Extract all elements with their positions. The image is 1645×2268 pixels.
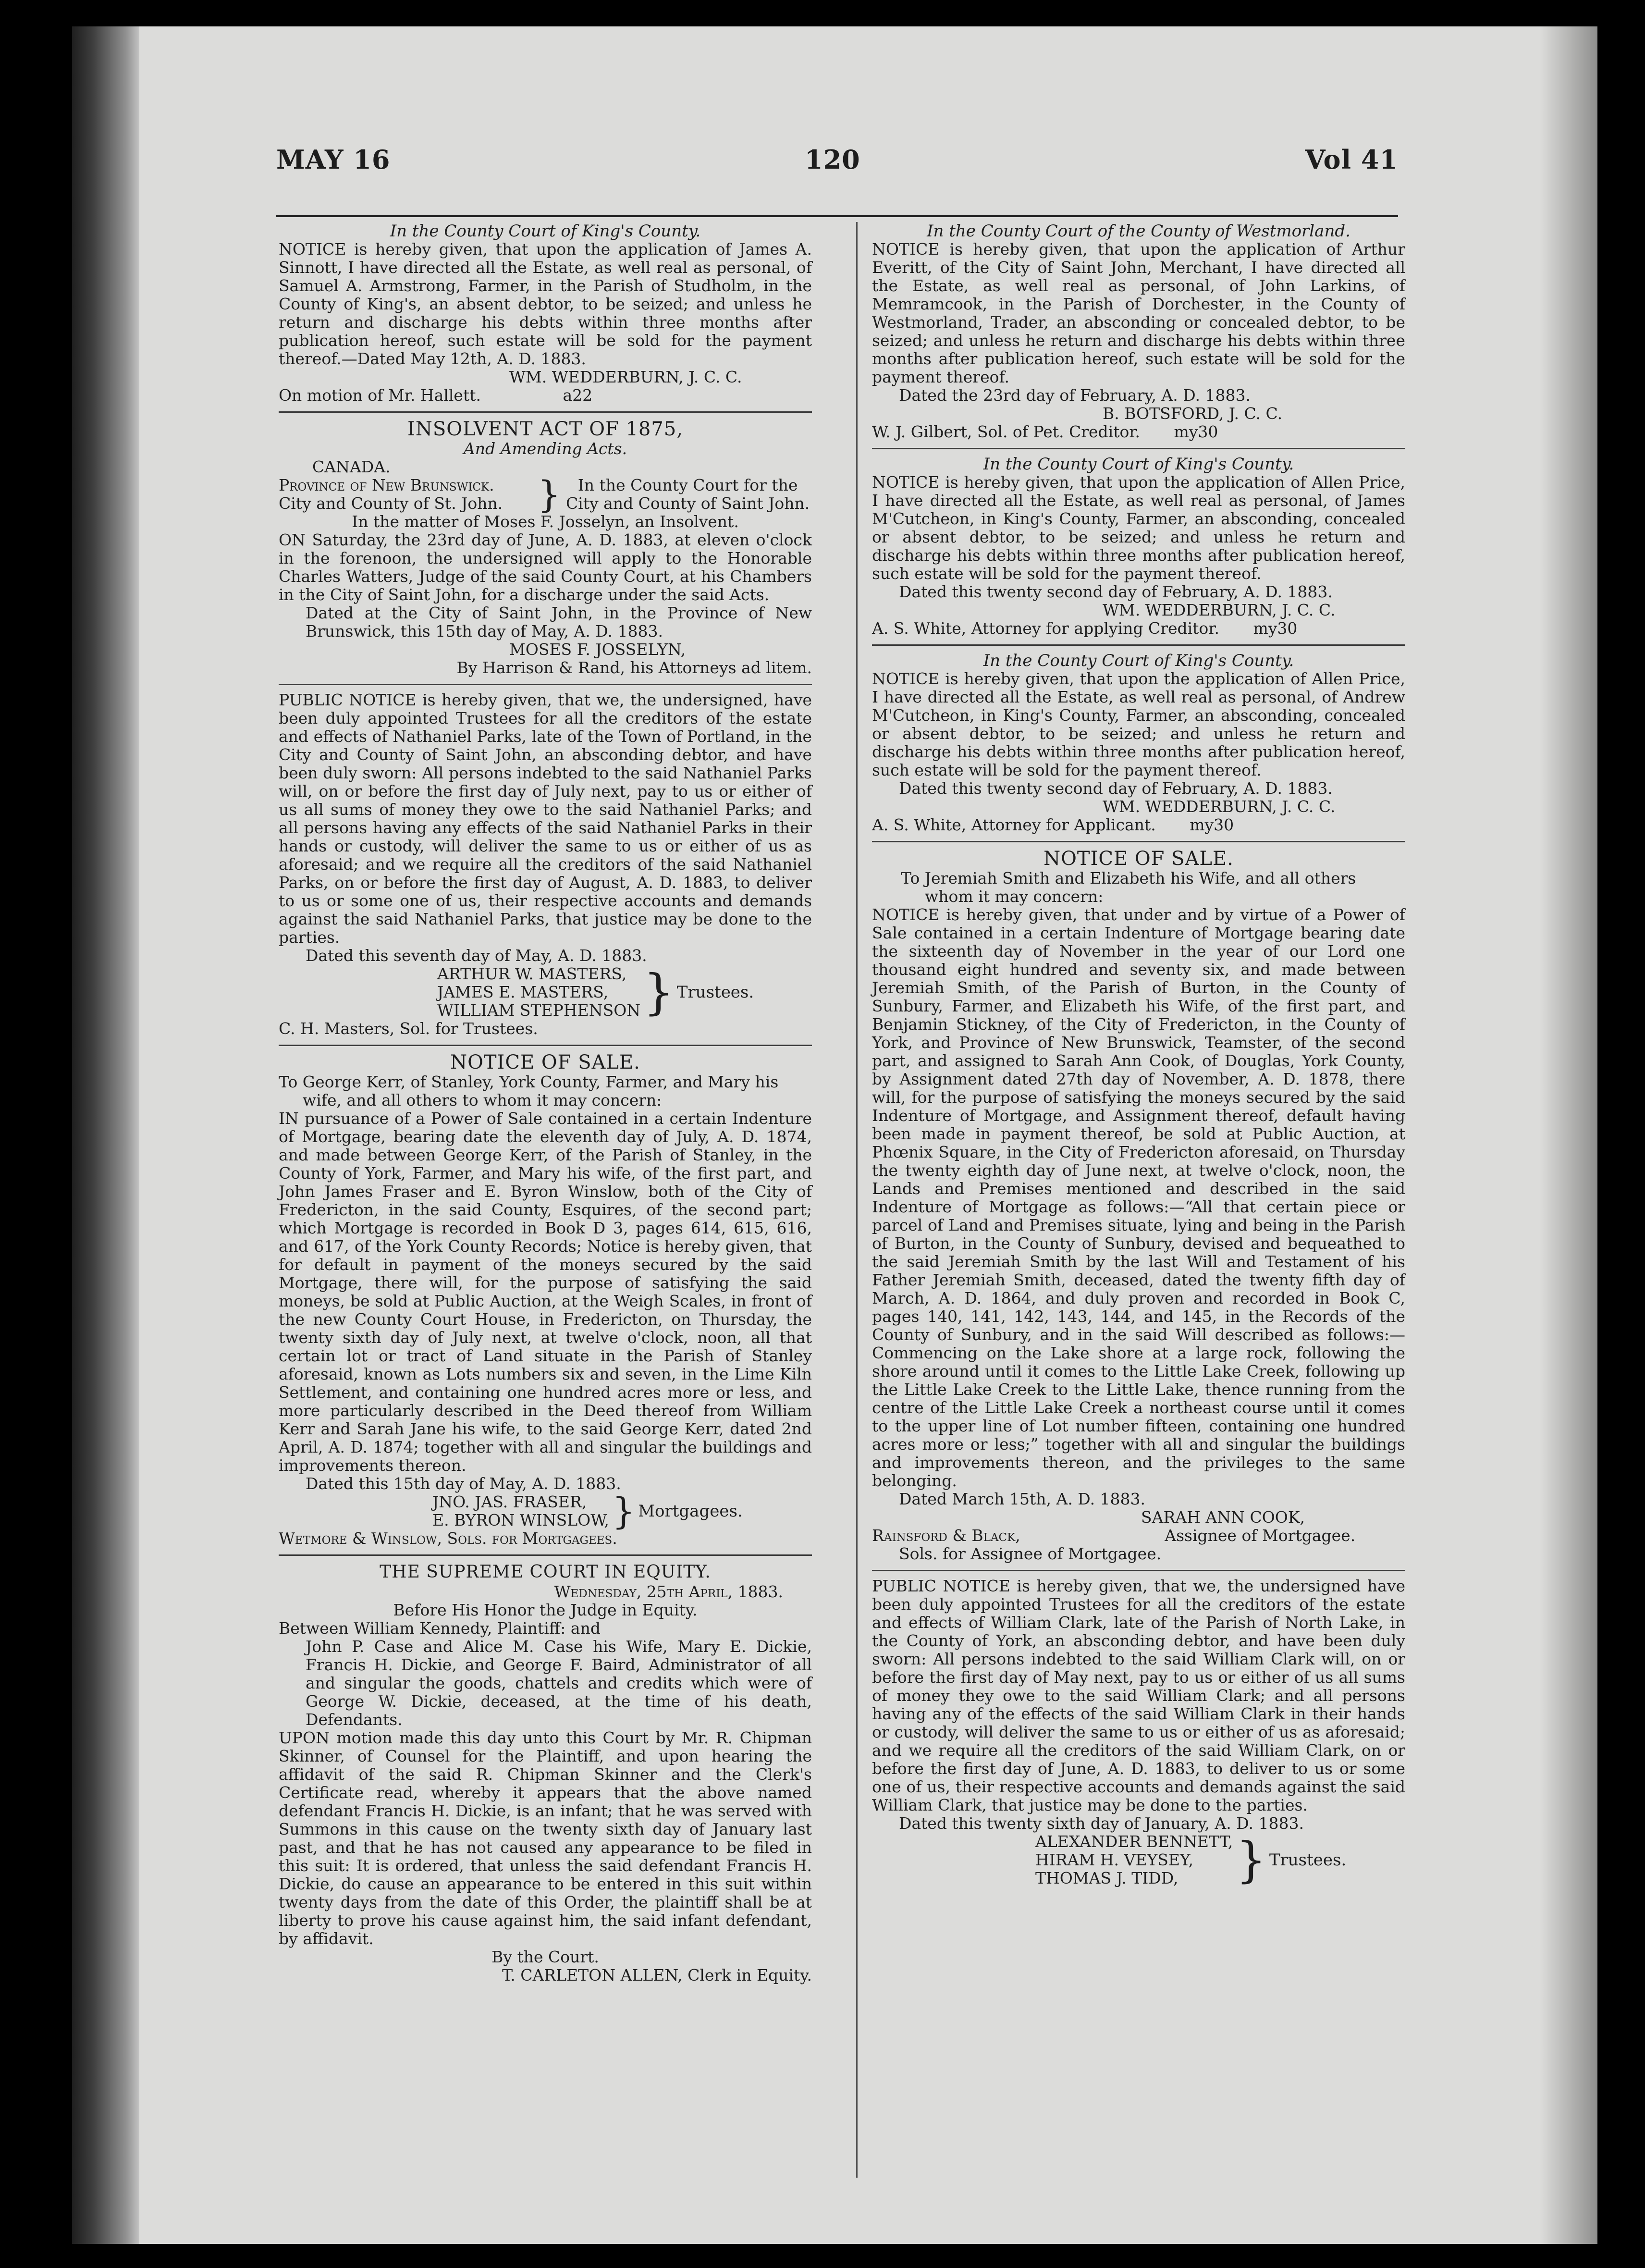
section-rule xyxy=(872,644,1405,646)
trustee-names xyxy=(1035,1833,1233,1887)
ad-code: a22 xyxy=(563,386,593,405)
notice-body: NOTICE is hereby given, that upon the application of Allen Price, I have directed all the Estate, as well real as personal, of James M'Cutcheon, in King's County, Farmer, an absconding, concealed or absent debtor, to be seized; and unless he return and discharge his debts within three months after publication hereof, such estate will be sold for the payment thereof. xyxy=(872,473,1405,583)
notice-kings-county-james xyxy=(872,455,1405,638)
right-column xyxy=(872,222,1405,1894)
trustees-notice-clark xyxy=(872,1577,1405,1887)
section-rule xyxy=(279,411,812,413)
addressees: To Jeremiah Smith and Elizabeth his Wife, and all others whom it may concern: xyxy=(901,869,1356,906)
notice-body: NOTICE is hereby given, that upon the application of James A. Sinnott, I have directed all the Estate, as well real as personal, of Samuel A. Armstrong, Farmer, in the Parish of Studholm, in the County of King's, an absent debtor, to be seized; and unless he return and discharge his debts within three months after publication hereof, such estate will be sold for the payment thereof.—Dated May 12th, A. D. 1883. xyxy=(279,240,812,368)
section-rule xyxy=(872,1570,1405,1571)
motion-text: On motion of Mr. Hallett. xyxy=(279,386,481,405)
dated-line: Dated this 15th day of May, A. D. 1883. xyxy=(306,1474,621,1493)
solicitor-line: Wetmore & Winslow, Sols. for Mortgagees. xyxy=(279,1529,617,1548)
notice-body: NOTICE is hereby given, that upon the application of Arthur Everitt, of the City of Saint John, Merchant, I have directed all the Estate, as well real as personal, of John Larkins, of Memramcook, in the Parish of Dorchester, in the County of Westmorland, Trader, an absconding or concealed debtor, to be seized; and unless he return and discharge his debts within three months after publication hereof, such estate will be sold for the payment thereof. xyxy=(872,240,1405,386)
mortgagee-name: JNO. JAS. FRASER, xyxy=(432,1492,587,1511)
attorney-text: A. S. White, Attorney for Applicant. xyxy=(872,815,1156,834)
trustees-label: Trustees. xyxy=(676,983,754,1002)
addressees: To George Kerr, of Stanley, York County, Farmer, and Mary his wife, and all others to whom it may concern: xyxy=(279,1072,779,1109)
section-heading: INSOLVENT ACT OF 1875, xyxy=(407,418,683,440)
province-city: City and County of St. John. xyxy=(279,494,503,513)
court-title: In the County Court of King's County. xyxy=(983,651,1294,670)
header-rule xyxy=(276,215,1398,217)
brace: } xyxy=(537,473,561,516)
column-separator xyxy=(856,222,858,2178)
mortgagee-name: E. BYRON WINSLOW, xyxy=(432,1511,609,1529)
assignee-name: SARAH ANN COOK, xyxy=(1141,1508,1305,1527)
trustee-name: THOMAS J. TIDD, xyxy=(1035,1869,1179,1887)
left-column xyxy=(279,222,812,1991)
order-date: Wednesday, 25th April, 1883. xyxy=(554,1582,783,1601)
section-subheading: And Amending Acts. xyxy=(463,439,627,458)
judge-signature: B. BOTSFORD, J. C. C. xyxy=(1103,404,1283,423)
attorney-line xyxy=(872,619,1405,638)
court-line-2: City and County of Saint John. xyxy=(565,494,810,513)
page-edge-shadow xyxy=(1540,26,1597,2244)
trustee-name: WILLIAM STEPHENSON xyxy=(437,1001,641,1020)
ad-code: my30 xyxy=(1174,422,1218,441)
brace: } xyxy=(1236,1832,1266,1888)
binding-shadow xyxy=(72,26,139,2244)
dated-line: Dated this seventh day of May, A. D. 1883. xyxy=(306,946,647,965)
judge-signature: WM. WEDDERBURN, J. C. C. xyxy=(1103,797,1336,816)
attorneys-line: By Harrison & Rand, his Attorneys ad litem. xyxy=(456,658,812,677)
firm-line xyxy=(872,1527,1405,1545)
section-rule xyxy=(872,448,1405,449)
header-date: MAY 16 xyxy=(276,144,391,175)
header-page-number: 120 xyxy=(805,144,860,175)
assignee-label: Assignee of Mortgagee. xyxy=(1165,1526,1356,1545)
mortgagees-label: Mortgagees. xyxy=(638,1502,743,1521)
dated-line: Dated the 23rd day of February, A. D. 1883. xyxy=(899,386,1251,405)
trustee-name: HIRAM H. VEYSEY, xyxy=(1035,1850,1193,1869)
section-rule xyxy=(279,684,812,685)
solicitor-text: W. J. Gilbert, Sol. of Pet. Creditor. xyxy=(872,422,1140,441)
ad-code: my30 xyxy=(1190,815,1234,834)
section-heading: THE SUPREME COURT IN EQUITY. xyxy=(380,1562,711,1582)
attorney-line xyxy=(872,816,1405,834)
brace: } xyxy=(643,964,674,1020)
solicitors-line: Sols. for Assignee of Mortgagee. xyxy=(899,1544,1162,1563)
motion-line xyxy=(279,386,812,405)
solicitor-line xyxy=(872,423,1405,441)
dated-line: Dated this twenty second day of February, A. D. 1883. xyxy=(899,779,1333,798)
matter-line: In the matter of Moses F. Josselyn, an Insolvent. xyxy=(352,512,739,531)
notice-body: PUBLIC NOTICE is hereby given, that we, the undersigned have been duly appointed Trustees for all the creditors of the estate and effects of William Clark, late of the Parish of North Lake, in the County of York, an absconding debtor, and have been duly sworn: All persons indebted to the said William Clark will, on or before the first day of May next, pay to us or either of us all sums of money they owe to the said William Clark; and all persons having any of the effects of the said William Clark in their hands or custody, will deliver the same to us or either of us as aforesaid; and we require all the creditors of the said William Clark, on or before the first day of June, A. D. 1883, to deliver to us or some one of us, their respective accounts and demands against the said William Clark, that justice may be done to the parties. xyxy=(872,1577,1405,1814)
province-block xyxy=(279,473,812,516)
page-header xyxy=(276,144,1398,183)
notice-body: NOTICE is hereby given, that upon the application of Allen Price, I have directed all the Estate, as well real as personal, of Andrew M'Cutcheon, in King's County, Farmer, an absconding, concealed or absent debtor, to be seized; and unless he return and discharge his debts within three months after publication hereof, such estate will be sold for the payment thereof. xyxy=(872,669,1405,779)
trustee-names xyxy=(437,965,640,1020)
mortgagee-names xyxy=(432,1493,609,1529)
trustee-name: ALEXANDER BENNETT, xyxy=(1035,1832,1233,1851)
brace: } xyxy=(612,1490,636,1532)
province-right xyxy=(564,476,812,513)
by-the-court: By the Court. xyxy=(491,1948,599,1966)
before-line: Before His Honor the Judge in Equity. xyxy=(393,1601,698,1619)
notice-body: IN pursuance of a Power of Sale contained in a certain Indenture of Mortgage, bearing date the eleventh day of July, A. D. 1874, and made between George Kerr, of the Parish of Stanley, in the County of York, Farmer, and Mary his wife, of the first part, and John James Fraser and E. Byron Winslow, both of the City of Fredericton, in the said County, Esquires, of the second part; which Mortgage is recorded in Book D 3, pages 614, 615, 616, and 617, of the York County Records; Notice is hereby given, that for default in payment of the moneys secured by the said Mortgage, there will, for the purpose of satisfying the said moneys, be sold at Public Auction, at the Weigh Scales, in front of the new County Court House, in Fredericton, on Thursday, the twenty sixth day of July next, at twelve o'clock, noon, all that certain lot or tract of Land situate in the Parish of Stanley aforesaid, known as Lots numbers six and seven, in the Lime Kiln Settlement, and containing one hundred acres more or less, and more particularly described in the Deed thereof from William Kerr and Sarah Jane his wife, to the said George Kerr, dated 2nd April, A. D. 1874; together with all and singular the buildings and improvements thereon. xyxy=(279,1109,812,1475)
notice-westmorland-larkins xyxy=(872,222,1405,441)
ad-code: my30 xyxy=(1253,619,1298,638)
trustees-signatures xyxy=(279,965,812,1020)
insolvent-act-notice xyxy=(279,419,812,677)
firm-name: Rainsford & Black, xyxy=(872,1526,1020,1545)
clerk-signature: T. CARLETON ALLEN, Clerk in Equity. xyxy=(502,1966,812,1984)
section-rule xyxy=(279,1045,812,1046)
supreme-court-equity-order xyxy=(279,1562,812,1984)
between-line: Between William Kennedy, Plaintiff: and xyxy=(279,1619,601,1638)
dated-line: Dated this twenty second day of February, A. D. 1883. xyxy=(899,582,1333,601)
dated-line: Dated at the City of Saint John, in the Province of New Brunswick, this 15th day of May, A. D. 1883. xyxy=(306,604,812,641)
defendants: John P. Case and Alice M. Case his Wife, Mary E. Dickie, Francis H. Dickie, and George F. Baird, Administrator of all and singular the goods, chattels and credits which were of George W. Dickie, deceased, at the time of his death, Defendants. xyxy=(306,1637,812,1729)
solicitor-line: C. H. Masters, Sol. for Trustees. xyxy=(279,1019,538,1038)
notice-body: ON Saturday, the 23rd day of June, A. D. 1883, at eleven o'clock in the forenoon, the undersigned will apply to the Honorable Charles Watters, Judge of the said County Court, at his Chambers in the City of Saint John, for a discharge under the said Acts. xyxy=(279,530,812,604)
notice-of-sale-smith xyxy=(872,848,1405,1563)
court-title: In the County Court of King's County. xyxy=(390,222,701,241)
court-title: In the County Court of King's County. xyxy=(983,455,1294,474)
province-left xyxy=(279,476,535,513)
court-title: In the County Court of the County of Westmorland. xyxy=(927,222,1350,241)
header-volume: Vol 41 xyxy=(1305,144,1398,175)
notice-kings-county-armstrong xyxy=(279,222,812,405)
dated-line: Dated March 15th, A. D. 1883. xyxy=(899,1490,1146,1508)
section-heading: NOTICE OF SALE. xyxy=(450,1051,640,1073)
judge-signature: WM. WEDDERBURN, J. C. C. xyxy=(509,368,742,386)
order-body: UPON motion made this day unto this Court by Mr. R. Chipman Skinner, of Counsel for the Plaintiff, and upon hearing the affidavit of the said R. Chipman Skinner and the Clerk's Certificate read, whereby it appears that the above named defendant Francis H. Dickie, is an infant; that he was served with Summons in this cause on the twenty sixth day of January last past, and that he has not caused any appearance to be filed in this suit: It is ordered, that unless the said defendant Francis H. Dickie, do cause an appearance to be entered in this suit within twenty days from the date of this Order, the plaintiff shall be at liberty to prove his cause against him, the said infant defendant, by affidavit. xyxy=(279,1728,812,1948)
insolvent-name: MOSES F. JOSSELYN, xyxy=(509,640,686,659)
trustees-label: Trustees. xyxy=(1269,1850,1347,1870)
attorney-text: A. S. White, Attorney for applying Creditor. xyxy=(872,619,1219,638)
trustee-name: ARTHUR W. MASTERS, xyxy=(437,964,627,983)
notice-of-sale-kerr xyxy=(279,1052,812,1548)
notice-kings-county-andrew xyxy=(872,652,1405,834)
court-line-1: In the County Court for the xyxy=(577,476,798,494)
judge-signature: WM. WEDDERBURN, J. C. C. xyxy=(1103,601,1336,619)
trustees-notice-parks xyxy=(279,691,812,1038)
trustees-signatures xyxy=(872,1833,1405,1887)
dated-line: Dated this twenty sixth day of January, A. D. 1883. xyxy=(899,1814,1304,1833)
mortgagees-signatures xyxy=(279,1490,812,1532)
province-name: Province of New Brunswick. xyxy=(279,476,494,494)
notice-body: PUBLIC NOTICE is hereby given, that we, the undersigned, have been duly appointed Trustees for all the creditors of the estate and effects of Nathaniel Parks, late of the Town of Portland, in the City and County of Saint John, an absconding debtor, and have been duly sworn: All persons indebted to the said Nathaniel Parks will, on or before the first day of July next, pay to us or either of us all sums of money they owe to the said Nathaniel Parks; and all persons having any effects of the said Nathaniel Parks in their hands or custody, will deliver the same to us or either of us as aforesaid; and we require all the creditors of the said Nathaniel Parks, on or before the first day of August, A. D. 1883, to deliver to us or some one of us, their respective accounts and demands against the said Nathaniel Parks, that justice may be done to the parties. xyxy=(279,690,812,947)
notice-body: NOTICE is hereby given, that under and by virtue of a Power of Sale contained in a certain Indenture of Mortgage bearing date the sixteenth day of November in the year of our Lord one thousand eight hundred and seventy six, and made between Jeremiah Smith, of the Parish of Burton, in the County of Sunbury, Farmer, and Elizabeth his Wife, of the first part, and Benjamin Stickney, of the City of Fredericton, in the County of York, and Province of New Brunswick, Teamster, of the second part, and assigned to Sarah Ann Cook, of Douglas, York County, by Assignment dated 27th day of November, A. D. 1878, there will, for the purpose of satisfying the moneys secured by the said Indenture of Mortgage, and Assignment thereof, default having been made in payment thereof, be sold at Public Auction, at Phœnix Square, in the City of Fredericton aforesaid, on Thursday the twenty eighth day of June next, at twelve o'clock, noon, the Lands and Premises mentioned and described in the said Indenture of Mortgage as follows:—“All that certain piece or parcel of Land and Premises situate, lying and being in the Parish of Burton, in the County of Sunbury, devised and bequeathed to the said Jeremiah Smith by the last Will and Testament of his Father Jeremiah Smith, deceased, dated the twenty fifth day of March, A. D. 1864, and duly proven and recorded in Book C, pages 140, 141, 142, 143, 144, and 145, in the Records of the County of Sunbury, and in the said Will described as follows:—Commencing on the Lake shore at a large rock, following the shore around until it comes to the Little Lake Creek, following up the Little Lake Creek to the Little Lake, thence running from the centre of the Little Lake Creek a northeast course until it comes to the upper line of Lot number fifteen, containing one hundred acres more or less;” together with all and singular the buildings and improvements thereon, and the privileges to the same belonging. xyxy=(872,905,1405,1490)
canada-label: CANADA. xyxy=(312,457,391,476)
section-rule xyxy=(872,841,1405,842)
section-heading: NOTICE OF SALE. xyxy=(1043,848,1234,870)
section-rule xyxy=(279,1554,812,1556)
trustee-name: JAMES E. MASTERS, xyxy=(437,983,609,1001)
